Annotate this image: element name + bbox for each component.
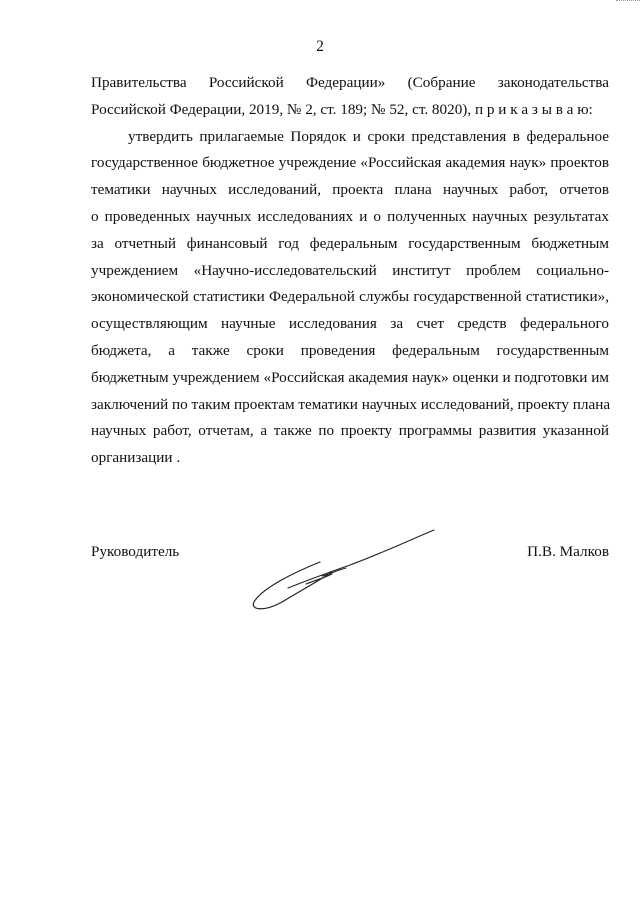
page-number: 2 [316,38,324,55]
order-line-6: учреждением «Научно-исследовательский институт проблем социально- [91,261,609,279]
signatory-title: Руководитель [91,543,180,560]
order-line-7: экономической статистики Федеральной службы государственной статистики», [91,288,609,306]
order-line-8: осуществляющим научные исследования за счет средств федерального [91,315,609,333]
order-line-5: за отчетный финансовый год федеральным государственным бюджетным [91,234,609,252]
order-line-12: научных работ, отчетам, а также по проекту программы развития указанной [91,422,609,440]
document-body [91,70,609,472]
order-line-4: о проведенных научных исследованиях и о полученных научных результатах [91,207,609,225]
order-line-9: бюджета, а также сроки проведения федеральным государственным [91,341,609,359]
order-line-11: заключений по таким проектам тематики научных исследований, проекту плана [91,395,611,413]
order-line-10: бюджетным учреждением «Российская академия наук» оценки и подготовки им [91,368,609,386]
scan-edge-marks [616,0,640,5]
order-line-2: государственное бюджетное учреждение «Российская академия наук» проектов [91,154,609,172]
signatory-name: П.В. Малков [527,543,609,560]
order-line-1: утвердить прилагаемые Порядок и сроки представления в федеральное [128,127,609,145]
paragraph-line-1: Правительства Российской Федерации» (Собрание законодательства [91,74,609,91]
order-line-13: организации . [91,449,181,467]
handwritten-signature [250,522,440,622]
paragraph-line-2: Российской Федерации, 2019, № 2, ст. 189; № 52, ст. 8020), п р и к а з ы в а ю: [91,100,593,118]
order-line-3: тематики научных исследований, проекта плана научных работ, отчетов [91,181,609,199]
